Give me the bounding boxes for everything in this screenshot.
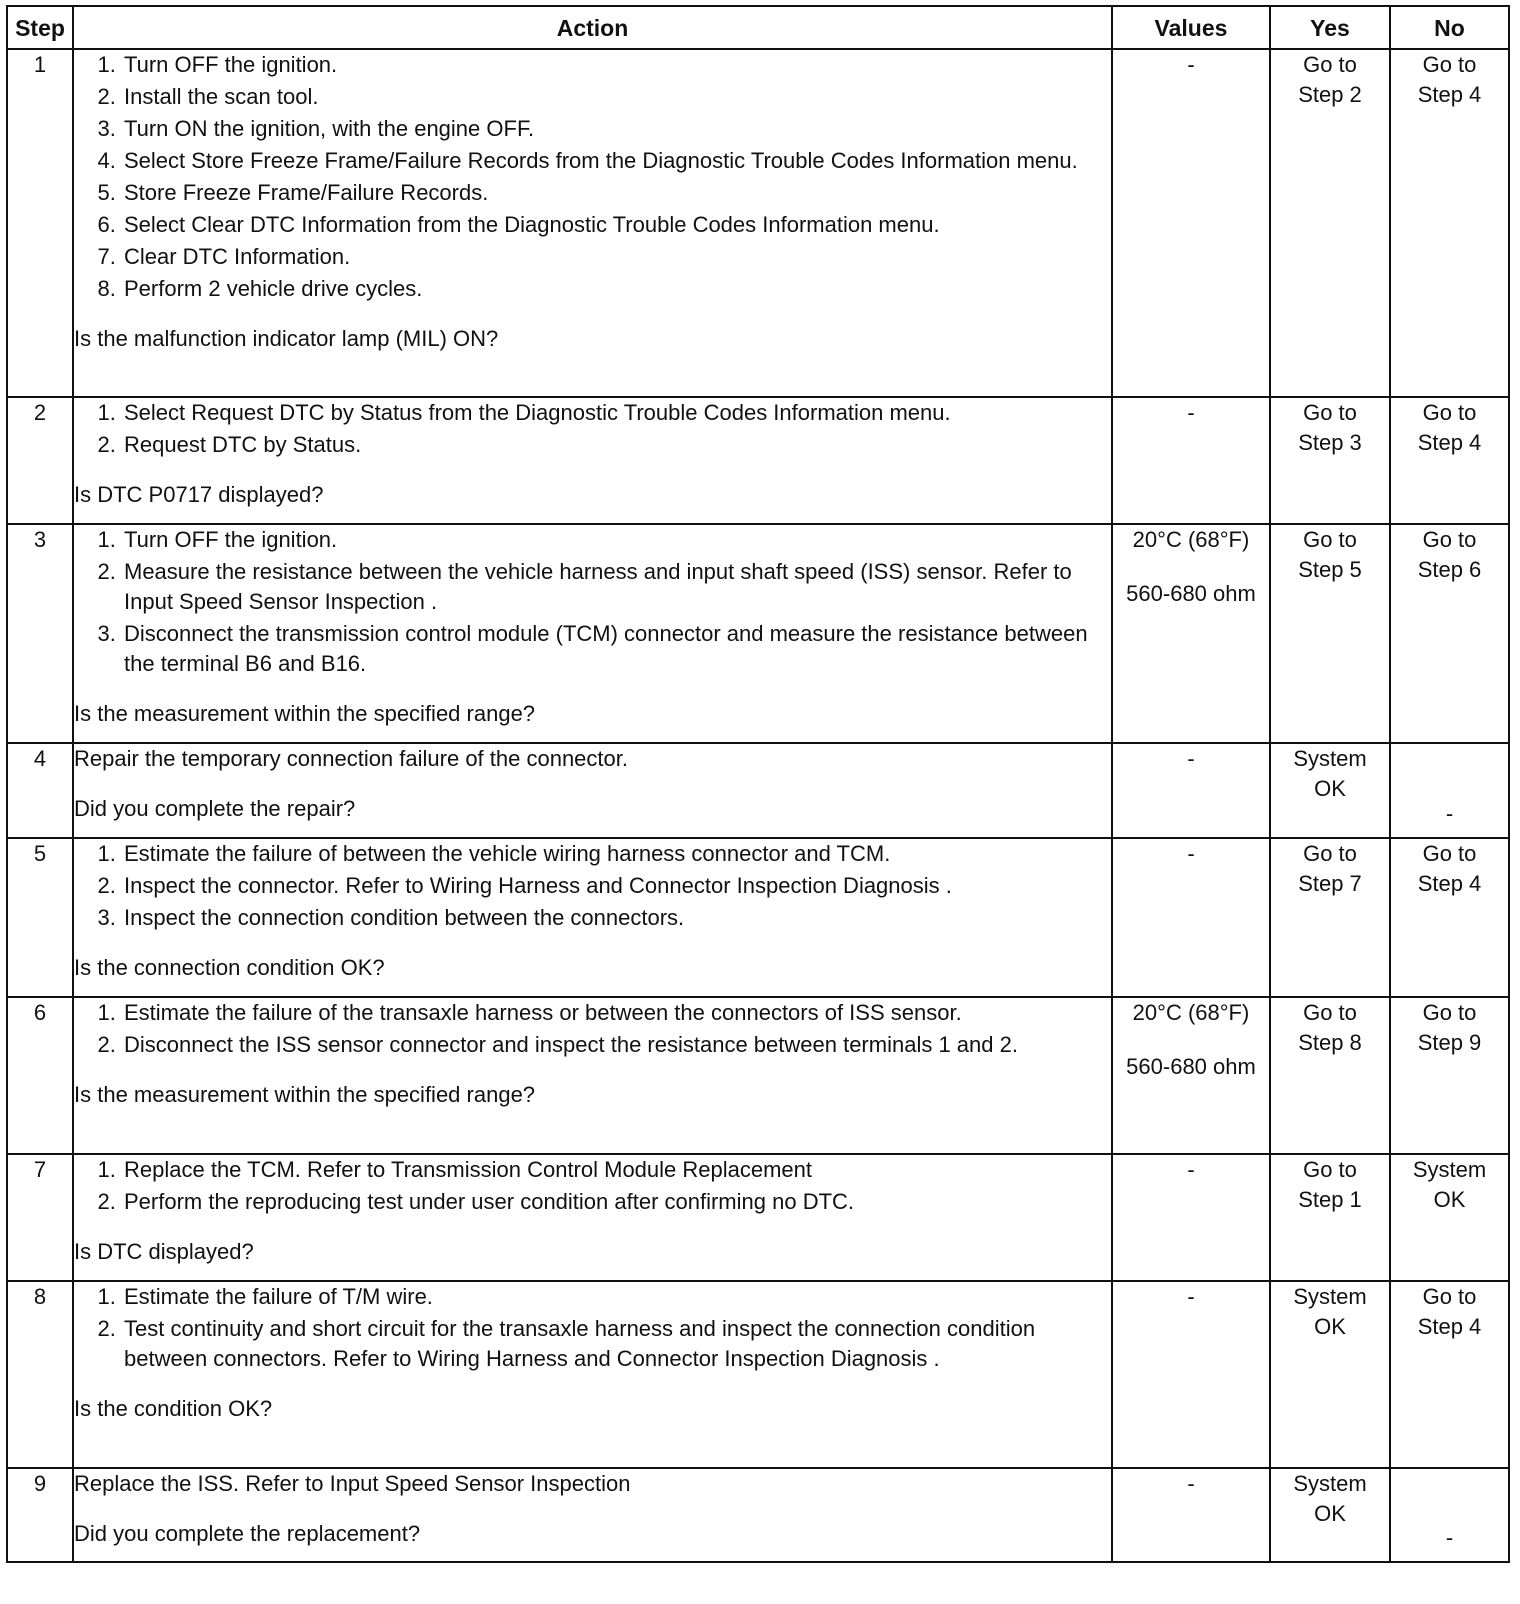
action-item: 7. Clear DTC Information.: [122, 242, 1111, 272]
action-item: 3. Inspect the connection condition between the connectors.: [122, 903, 1111, 933]
yes-text: OK: [1314, 776, 1346, 801]
action-item: 4. Select Store Freeze Frame/Failure Records from the Diagnostic Trouble Codes Information menu.: [122, 146, 1111, 176]
action-list: [74, 998, 1111, 1060]
yes-text: Step 1: [1298, 1187, 1362, 1212]
action-item: 1. Estimate the failure of T/M wire.: [122, 1282, 1111, 1312]
header-row: [7, 6, 1509, 49]
step-number: 9: [7, 1468, 73, 1562]
action-item: 5. Store Freeze Frame/Failure Records.: [122, 178, 1111, 208]
value-text: -: [1187, 746, 1195, 771]
value-text: 20°C (68°F): [1132, 1000, 1250, 1025]
values-cell: [1112, 524, 1270, 743]
value-text: -: [1187, 400, 1195, 425]
value-text: -: [1187, 1157, 1195, 1182]
value-text: -: [1187, 1471, 1195, 1496]
action-item: 2. Disconnect the ISS sensor connector and inspect the resistance between terminals 1 and 2.: [122, 1030, 1111, 1060]
diagnostic-sheet: [6, 5, 1508, 1563]
action-list: [74, 50, 1111, 304]
values-cell: [1112, 1468, 1270, 1562]
table-row: [7, 838, 1509, 997]
action-question: Is the malfunction indicator lamp (MIL) ON?: [74, 326, 499, 351]
yes-text: Go to: [1303, 527, 1357, 552]
no-cell: [1390, 997, 1509, 1154]
step-number: 8: [7, 1281, 73, 1468]
yes-text: System: [1293, 1284, 1367, 1309]
action-item: 2. Request DTC by Status.: [122, 430, 1111, 460]
no-text: Go to: [1422, 1000, 1477, 1025]
yes-cell: [1270, 743, 1390, 838]
action-item: 1. Estimate the failure of the transaxle harness or between the connectors of ISS sensor.: [122, 998, 1111, 1028]
step-number: 6: [7, 997, 73, 1154]
no-text: Go to: [1422, 400, 1477, 425]
action-question: Is DTC displayed?: [74, 1239, 254, 1264]
action-item: 1. Turn OFF the ignition.: [122, 50, 1111, 80]
yes-text: Go to: [1303, 841, 1357, 866]
yes-text: Go to: [1303, 1000, 1357, 1025]
value-text: -: [1187, 52, 1195, 77]
step-number: 3: [7, 524, 73, 743]
action-cell: [73, 743, 1112, 838]
action-list: [74, 1282, 1111, 1374]
header-step: Step: [7, 6, 73, 49]
no-cell: [1390, 1468, 1509, 1562]
step-number: 4: [7, 743, 73, 838]
no-text: Step 4: [1417, 871, 1482, 896]
action-list: [74, 1155, 1111, 1217]
values-cell: [1112, 1281, 1270, 1468]
no-text: Go to: [1422, 1284, 1477, 1309]
yes-cell: [1270, 524, 1390, 743]
value-text: 560-680 ohm: [1126, 581, 1256, 606]
action-cell: [73, 1154, 1112, 1281]
no-text: System: [1412, 1157, 1487, 1182]
yes-cell: [1270, 1468, 1390, 1562]
yes-cell: [1270, 49, 1390, 397]
action-item: 1. Turn OFF the ignition.: [122, 525, 1111, 555]
header-values: Values: [1112, 6, 1270, 49]
no-text: Go to: [1422, 841, 1477, 866]
no-text: Step 9: [1417, 1030, 1482, 1055]
action-cell: [73, 49, 1112, 397]
yes-cell: [1270, 1154, 1390, 1281]
yes-text: Step 8: [1298, 1030, 1362, 1055]
yes-cell: [1270, 397, 1390, 524]
no-cell: [1390, 49, 1509, 397]
table-row: [7, 1468, 1509, 1562]
step-number: 7: [7, 1154, 73, 1281]
table-row: [7, 743, 1509, 838]
action-item: 2. Install the scan tool.: [122, 82, 1111, 112]
no-text: -: [1445, 1525, 1454, 1550]
no-cell: [1390, 1154, 1509, 1281]
action-item: 2. Inspect the connector. Refer to Wiring Harness and Connector Inspection Diagnosis .: [122, 871, 1111, 901]
value-text: 560-680 ohm: [1126, 1054, 1256, 1079]
action-list: [74, 398, 1111, 460]
yes-text: Go to: [1303, 1157, 1357, 1182]
yes-text: Step 2: [1298, 82, 1362, 107]
action-cell: [73, 1281, 1112, 1468]
action-item: 2. Test continuity and short circuit for the transaxle harness and inspect the connection condition between connectors. Refer to Wiring Harness and Connector Inspection Diagnosis .: [122, 1314, 1111, 1374]
action-cell: [73, 524, 1112, 743]
no-text: Go to: [1422, 527, 1477, 552]
action-item: 3. Turn ON the ignition, with the engine OFF.: [122, 114, 1111, 144]
no-text: -: [1445, 801, 1454, 826]
table-row: [7, 997, 1509, 1154]
no-text: Step 4: [1417, 1314, 1482, 1339]
value-text: 20°C (68°F): [1132, 527, 1250, 552]
action-question: Is DTC P0717 displayed?: [74, 482, 324, 507]
action-item: 2. Measure the resistance between the vehicle harness and input shaft speed (ISS) sensor. Refer to Input Speed Sensor Inspection .: [122, 557, 1111, 617]
action-cell: [73, 997, 1112, 1154]
action-question: Did you complete the repair?: [74, 796, 356, 821]
yes-text: Step 3: [1298, 430, 1362, 455]
action-text: Repair the temporary connection failure of the connector.: [74, 746, 628, 771]
diagnostic-table: [6, 5, 1510, 1563]
no-text: Step 4: [1417, 82, 1482, 107]
yes-cell: [1270, 838, 1390, 997]
action-question: Is the condition OK?: [74, 1396, 273, 1421]
action-text: Replace the ISS. Refer to Input Speed Sensor Inspection: [74, 1471, 631, 1496]
values-cell: [1112, 1154, 1270, 1281]
values-cell: [1112, 997, 1270, 1154]
yes-text: System: [1293, 1471, 1367, 1496]
action-question: Is the connection condition OK?: [74, 955, 385, 980]
yes-text: OK: [1314, 1314, 1346, 1339]
action-list: [74, 839, 1111, 933]
header-action: Action: [73, 6, 1112, 49]
action-item: 8. Perform 2 vehicle drive cycles.: [122, 274, 1111, 304]
no-text: Step 6: [1417, 557, 1482, 582]
yes-text: Step 7: [1298, 871, 1362, 896]
value-text: -: [1187, 1284, 1195, 1309]
no-cell: [1390, 1281, 1509, 1468]
action-cell: [73, 838, 1112, 997]
table-row: [7, 49, 1509, 397]
yes-cell: [1270, 997, 1390, 1154]
no-cell: [1390, 524, 1509, 743]
action-item: 2. Perform the reproducing test under user condition after confirming no DTC.: [122, 1187, 1111, 1217]
step-number: 5: [7, 838, 73, 997]
action-item: 1. Replace the TCM. Refer to Transmission Control Module Replacement: [122, 1155, 1111, 1185]
no-cell: [1390, 838, 1509, 997]
action-question: Did you complete the replacement?: [74, 1521, 421, 1546]
action-item: 1. Select Request DTC by Status from the Diagnostic Trouble Codes Information menu.: [122, 398, 1111, 428]
action-item: 6. Select Clear DTC Information from the Diagnostic Trouble Codes Information menu.: [122, 210, 1111, 240]
table-row: [7, 524, 1509, 743]
yes-text: Step 5: [1298, 557, 1362, 582]
step-number: 1: [7, 49, 73, 397]
values-cell: [1112, 397, 1270, 524]
no-text: OK: [1433, 1187, 1466, 1212]
step-number: 2: [7, 397, 73, 524]
no-cell: [1390, 743, 1509, 838]
action-item: 3. Disconnect the transmission control module (TCM) connector and measure the resistance between the terminal B6 and B16.: [122, 619, 1111, 679]
yes-text: Go to: [1303, 52, 1357, 77]
action-question: Is the measurement within the specified range?: [74, 701, 536, 726]
no-text: Go to: [1422, 52, 1477, 77]
values-cell: [1112, 838, 1270, 997]
yes-cell: [1270, 1281, 1390, 1468]
yes-text: OK: [1314, 1501, 1346, 1526]
action-list: [74, 525, 1111, 679]
action-cell: [73, 397, 1112, 524]
action-question: Is the measurement within the specified range?: [74, 1082, 536, 1107]
no-text: Step 4: [1417, 430, 1482, 455]
table-row: [7, 1281, 1509, 1468]
table-row: [7, 1154, 1509, 1281]
action-cell: [73, 1468, 1112, 1562]
header-yes: Yes: [1270, 6, 1390, 49]
values-cell: [1112, 743, 1270, 838]
table-row: [7, 397, 1509, 524]
table-body: [7, 49, 1509, 1562]
action-item: 1. Estimate the failure of between the vehicle wiring harness connector and TCM.: [122, 839, 1111, 869]
value-text: -: [1187, 841, 1195, 866]
values-cell: [1112, 49, 1270, 397]
yes-text: System: [1293, 746, 1367, 771]
yes-text: Go to: [1303, 400, 1357, 425]
header-no: No: [1390, 6, 1509, 49]
no-cell: [1390, 397, 1509, 524]
